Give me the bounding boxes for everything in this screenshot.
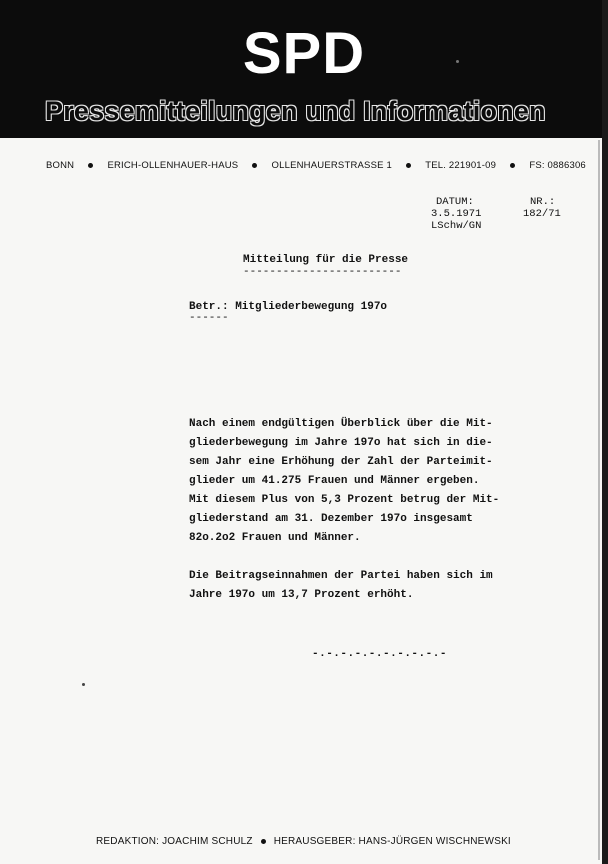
body-line: sem Jahr eine Erhöhung der Zahl der Parteimit- — [189, 456, 493, 468]
footer-publisher: HERAUSGEBER: HANS-JÜRGEN WISCHNEWSKI — [273, 836, 511, 847]
bullet-dot-icon — [252, 163, 257, 168]
address-phone: TEL. 221901-09 — [425, 160, 497, 171]
body-line: Die Beitragseinnahmen der Partei haben sich im — [189, 570, 493, 582]
date-label: DATUM: — [436, 196, 474, 208]
body-line: Jahre 197o um 13,7 Prozent erhöht. — [189, 589, 414, 601]
subject-underline: ------ — [189, 312, 229, 324]
date-value: 3.5.1971 — [431, 208, 482, 220]
body-line: Mit diesem Plus von 5,3 Prozent betrug der Mit- — [189, 494, 500, 506]
scan-speck — [82, 683, 85, 686]
body-line: gliederbewegung im Jahre 197o hat sich in die- — [189, 437, 493, 449]
heading-underline: ------------------------ — [243, 266, 402, 278]
masthead — [0, 0, 608, 138]
footer-credits — [96, 836, 526, 847]
number-label: NR.: — [530, 196, 556, 208]
bullet-dot-icon — [510, 163, 515, 168]
closing-separator: -.-.-.-.-.-.-.-.-.- — [312, 648, 447, 660]
address-building: ERICH-OLLENHAUER-HAUS — [107, 160, 239, 171]
subject-line: Betr.: Mitgliederbewegung 197o — [189, 301, 388, 313]
body-line: 82o.2o2 Frauen und Männer. — [189, 532, 361, 544]
bullet-dot-icon — [88, 163, 93, 168]
footer-editor: REDAKTION: JOACHIM SCHULZ — [96, 836, 253, 847]
body-line: glieder um 41.275 Frauen und Männer ergeben. — [189, 475, 480, 487]
bullet-dot-icon — [261, 839, 266, 844]
bullet-dot-icon — [406, 163, 411, 168]
spd-logo: SPD — [242, 21, 366, 86]
scan-edge — [602, 0, 608, 864]
number-value: 182/71 — [523, 208, 561, 220]
masthead-subtitle: Pressemitteilungen und Informationen — [45, 96, 546, 126]
address-telex: FS: 0886306 — [529, 160, 586, 171]
address-city: BONN — [46, 160, 75, 171]
address-line — [46, 160, 586, 171]
reference-code: LSchw/GN — [431, 220, 482, 232]
scan-fold-line — [598, 140, 600, 860]
document-heading: Mitteilung für die Presse — [243, 254, 409, 266]
scan-speck — [456, 60, 459, 63]
body-line: Nach einem endgültigen Überblick über die Mit- — [189, 418, 493, 430]
address-street: OLLENHAUERSTRASSE 1 — [271, 160, 392, 171]
body-line: gliederstand am 31. Dezember 197o insgesamt — [189, 513, 473, 525]
